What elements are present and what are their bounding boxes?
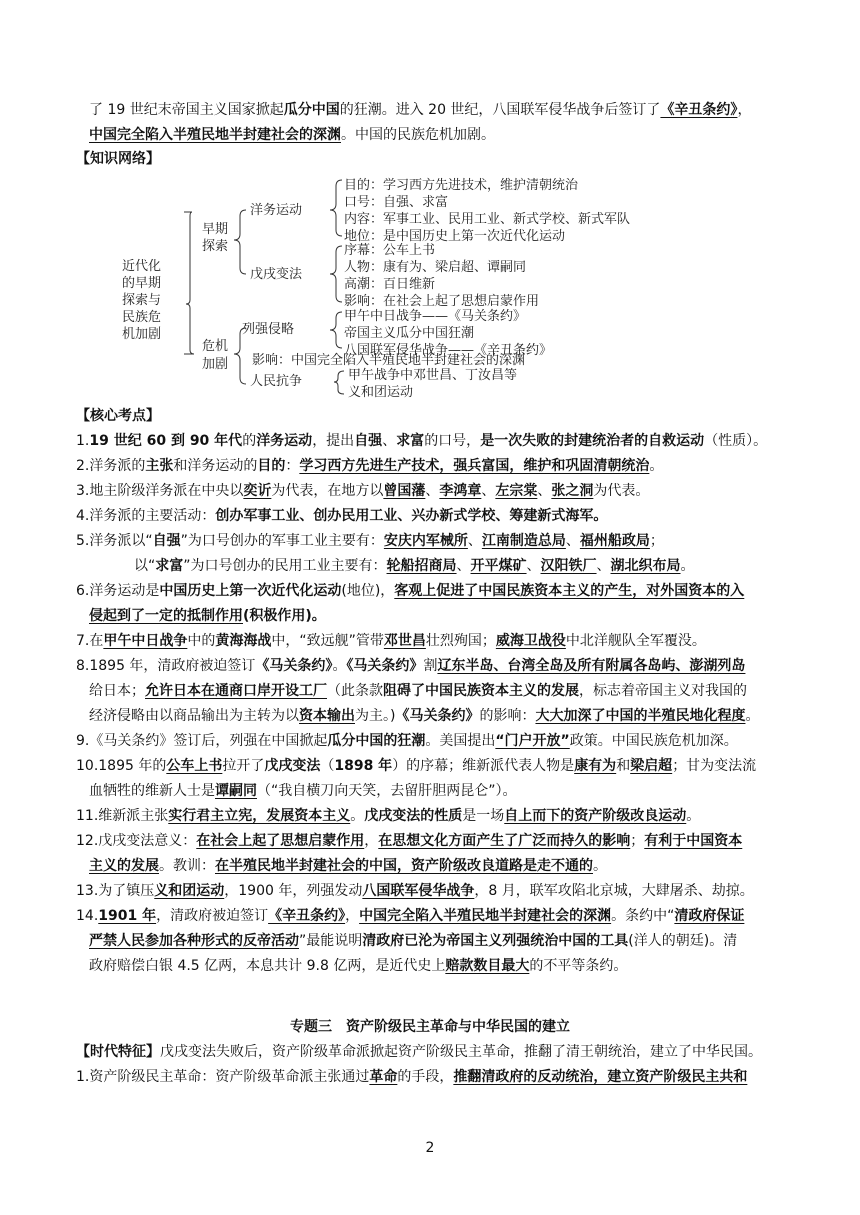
- point-line: [76, 630, 706, 652]
- text-run: 威海卫战役: [495, 633, 566, 649]
- knowledge-tree-diagram: [118, 168, 778, 400]
- text-run: 和洋务运动的: [173, 458, 258, 474]
- point-line: [89, 955, 627, 977]
- text-run: 壮烈殉国；: [425, 633, 496, 649]
- text-run: 12.戊戌变法意义：: [76, 833, 197, 849]
- text-run: 客观上促进了中国民族资本主义的产生，对外国资本的入: [394, 583, 745, 599]
- point-line: [76, 755, 756, 777]
- svg-text:目的：学习西方先进技术，维护清朝统治: 目的：学习西方先进技术，维护清朝统治: [344, 178, 579, 193]
- text-run: ）的序幕；维新派代表人物是: [392, 758, 575, 774]
- svg-text:内容：军事工业、民用工业、新式学校、新式军队: 内容：军事工业、民用工业、新式学校、新式军队: [344, 212, 631, 227]
- text-run: ，标志着帝国主义对我国的: [579, 683, 747, 699]
- text-run: 、: [481, 483, 496, 499]
- text-run: 湖北织布局: [610, 558, 681, 574]
- svg-text:近代化: 近代化: [122, 259, 162, 274]
- text-run: 。教训：: [159, 858, 215, 874]
- text-run: ；: [649, 533, 664, 549]
- tree-wuxu-label: 戊戌变法: [250, 267, 303, 282]
- text-run: 2.洋务派的: [76, 458, 146, 474]
- tree-root-label: [122, 259, 161, 342]
- text-run: 目的: [257, 458, 286, 474]
- text-run: ：: [285, 458, 300, 474]
- text-run: 为代表，在地方以: [271, 483, 384, 499]
- text-run: 《马关条约》: [395, 708, 480, 724]
- text-run: 11.维新派主张: [76, 808, 169, 824]
- tree-lieqiang-label: 列强侵略: [242, 322, 295, 337]
- text-run: 曾国藩: [383, 483, 426, 499]
- text-run: 侵起到了一定的抵制作用: [89, 608, 243, 624]
- text-run: 的狂潮。进入 20 世纪，八国联军侵华战争后签订了: [339, 102, 661, 118]
- text-run: 。: [593, 858, 607, 874]
- text-run: ”为口号创办的民用工业主要有：: [183, 558, 387, 574]
- text-run: 在社会上起了思想启蒙作用: [196, 833, 365, 849]
- text-run: 中国完全陷入半殖民地半封建社会的深渊: [359, 908, 612, 924]
- text-run: 1898 年: [334, 758, 393, 774]
- point-line: [89, 780, 517, 802]
- text-run: 。: [350, 808, 365, 824]
- text-run: (地位)，: [341, 583, 395, 599]
- text-run: 8.1895 年，清政府被迫签订: [76, 658, 256, 674]
- text-run: 、: [537, 483, 552, 499]
- point-line: [76, 1066, 747, 1088]
- svg-text:义和团运动: 义和团运动: [348, 385, 414, 400]
- text-run: 13.为了镇压: [76, 883, 155, 899]
- point-line: [76, 580, 744, 602]
- svg-text:地位：是中国历史上第一次近代化运动: 地位：是中国历史上第一次近代化运动: [344, 229, 566, 244]
- text-run: 自强: [354, 433, 383, 449]
- svg-text:的早期: 的早期: [122, 276, 162, 291]
- point-line: [76, 480, 649, 502]
- text-run: 洋务运动: [256, 433, 313, 449]
- text-run: 求富: [155, 558, 184, 574]
- tree-early-label: [202, 222, 228, 254]
- tree-wuxu-items: [344, 242, 539, 309]
- text-run: 求富: [396, 433, 425, 449]
- text-run: 是一次失败的封建统治者的自救运动: [480, 433, 705, 449]
- text-run: 中北洋舰队全军覆没。: [565, 633, 706, 649]
- text-run: 。: [686, 808, 701, 824]
- knowledge-network-heading: 【知识网络】: [76, 151, 160, 167]
- page-number: 2: [425, 1140, 435, 1156]
- text-run: 清政府已沦为帝国主义列强统治中国的工具: [362, 933, 629, 949]
- text-run: 创办军事工业、创办民用工业、兴办新式学校、筹建新式海军。: [215, 508, 608, 524]
- text-run: 辽东半岛、台湾全岛及所有附属各岛屿、澎湖列岛: [437, 658, 746, 674]
- text-run: 。: [680, 558, 695, 574]
- text-run: 的: [242, 433, 257, 449]
- text-run: 《马关条约》: [346, 658, 424, 674]
- tree-lieqiang-items: [344, 308, 552, 358]
- text-run: 。: [649, 458, 664, 474]
- text-run: 、: [565, 533, 580, 549]
- text-run: ；: [630, 833, 645, 849]
- text-run: 政策。中国民族危机加深。: [569, 733, 738, 749]
- text-run: 主张: [145, 458, 174, 474]
- text-run: 推翻清政府的反动统治，建立资产阶级民主共和: [453, 1069, 748, 1085]
- point-line: [89, 680, 747, 702]
- text-run: 。中国的民族危机加剧。: [341, 127, 495, 143]
- text-run: (洋人的朝廷)。清: [628, 933, 738, 949]
- text-run: 4.洋务派的主要活动：: [76, 508, 216, 524]
- tree-impact-label: 影响：中国完全陷入半殖民地半封建社会的深渊: [252, 353, 526, 368]
- text-run: ，8 月，联军攻陷北京城，大肆屠杀、劫掠。: [474, 883, 754, 899]
- text-run: 、: [467, 533, 482, 549]
- text-run: 开平煤矿: [470, 558, 527, 574]
- text-run: 给日本；: [89, 683, 145, 699]
- text-run: 戊戌变法: [264, 758, 321, 774]
- text-run: 中国完全陷入半殖民地半封建社会的深渊: [89, 127, 341, 143]
- text-run: 八国联军侵华战争: [362, 883, 475, 899]
- core-points-heading: 【核心考点】: [76, 408, 160, 424]
- text-run: 10.1895 年的: [76, 758, 167, 774]
- text-run: 5.洋务派以“: [76, 533, 153, 549]
- text-run: 为主。): [355, 708, 396, 724]
- text-run: 经济侵略由以商品输出为主转为以: [89, 708, 299, 724]
- text-run: “门户开放”: [495, 733, 570, 749]
- text-run: 允许日本在通商口岸开设工厂: [145, 683, 327, 699]
- svg-text:加剧: 加剧: [202, 357, 229, 372]
- text-run: 、: [382, 433, 397, 449]
- text-run: 7.在: [76, 633, 104, 649]
- text-run: 中的: [187, 633, 216, 649]
- text-run: 《辛丑条约》: [268, 908, 346, 924]
- text-run: 的不平等条约。: [529, 958, 628, 974]
- text-run: （此条款: [327, 683, 383, 699]
- text-run: 义和团运动: [154, 883, 225, 899]
- text-run: 实行君主立宪，发展资本主义: [168, 808, 351, 824]
- text-run: 瓜分中国的狂潮: [327, 733, 426, 749]
- era-feature-line: [76, 1041, 762, 1063]
- text-run: 以“: [134, 558, 156, 574]
- text-run: (积极作用)。: [243, 608, 326, 624]
- text-run: 戊戌变法的性质: [364, 808, 463, 824]
- text-run: 大大加深了中国的半殖民地化程度: [535, 708, 746, 724]
- text-run: 黄海海战: [215, 633, 272, 649]
- text-run: 和: [616, 758, 631, 774]
- svg-text:甲午中日战争——《马关条约》: 甲午中日战争——《马关条约》: [344, 309, 527, 324]
- text-run: 邓世昌: [383, 633, 426, 649]
- text-run: 自强: [152, 533, 181, 549]
- text-run: 江南制造总局: [481, 533, 566, 549]
- text-run: 的影响：: [479, 708, 536, 724]
- text-run: 严禁人民参加各种形式的反帝活动: [89, 933, 299, 949]
- text-run: 、: [425, 483, 440, 499]
- text-run: 在半殖民地半封建社会的中国，资产阶级改良道路是走不通的: [215, 858, 593, 874]
- text-run: 福州船政局: [579, 533, 650, 549]
- text-run: 赔款数目最大: [445, 958, 530, 974]
- text-run: 谭嗣同: [215, 783, 257, 799]
- text-run: 《马关条约》: [255, 658, 333, 674]
- text-run: （: [320, 758, 335, 774]
- svg-text:民族危: 民族危: [122, 310, 162, 325]
- text-run: 汉阳铁厂: [540, 558, 597, 574]
- text-run: 了 19 世纪末帝国主义国家掀起: [89, 102, 284, 118]
- text-run: 梁启超: [630, 758, 673, 774]
- tree-renmin-label: 人民抗争: [250, 374, 303, 389]
- text-run: 左宗棠: [495, 483, 538, 499]
- svg-text:高潮：百日维新: 高潮：百日维新: [344, 277, 436, 292]
- text-run: 的手段，: [397, 1069, 454, 1085]
- text-run: 。美国提出: [425, 733, 496, 749]
- text-run: 奕䜣: [243, 483, 272, 499]
- text-run: 1.资产阶级民主革命：资产阶级革命派主张通过: [76, 1069, 370, 1085]
- svg-text:甲午战争中邓世昌、丁汝昌等: 甲午战争中邓世昌、丁汝昌等: [348, 368, 518, 383]
- point-line: [76, 880, 754, 902]
- text-run: 《辛丑条约》: [660, 102, 738, 118]
- text-run: ”最能说明: [299, 933, 363, 949]
- point-line: [76, 505, 607, 527]
- text-run: 政府赔偿白银 4.5 亿两，本息共计 9.8 亿两，是近代史上: [89, 958, 446, 974]
- text-run: 安庆内军械所: [383, 533, 468, 549]
- point-line: [89, 705, 759, 727]
- text-run: ；甘为变法流: [672, 758, 757, 774]
- text-run: 拉开了: [222, 758, 265, 774]
- point-line: [76, 655, 745, 677]
- text-run: 革命: [369, 1069, 398, 1085]
- text-run: ，: [345, 908, 360, 924]
- text-run: 1.: [76, 433, 90, 449]
- tree-renmin-items: [348, 367, 517, 400]
- text-run: 。条约中“: [611, 908, 675, 924]
- text-run: ”为口号创办的军事工业主要有：: [180, 533, 384, 549]
- tree-crisis-label: [202, 338, 228, 372]
- text-run: 为代表。: [593, 483, 650, 499]
- text-run: ，: [737, 102, 752, 118]
- text-run: 阻碍了中国民族资本主义的发展: [383, 683, 579, 699]
- text-run: 、: [456, 558, 471, 574]
- text-run: 。: [332, 658, 347, 674]
- text-run: 是一场: [462, 808, 505, 824]
- svg-text:早期: 早期: [202, 222, 229, 237]
- text-run: 康有为: [574, 758, 617, 774]
- intro-line-1: [89, 99, 751, 121]
- text-run: 1901 年: [98, 908, 157, 924]
- tree-yangwu-items: [344, 177, 630, 244]
- point-line: [76, 455, 663, 477]
- text-run: 【时代特征】: [76, 1044, 160, 1060]
- point-line: [89, 855, 607, 877]
- intro-line-2: [89, 124, 495, 146]
- text-run: 14.: [76, 908, 99, 924]
- text-run: 自上而下的资产阶级改良运动: [504, 808, 687, 824]
- text-run: 张之洞: [551, 483, 594, 499]
- text-run: 中，“致远舰”管带: [271, 633, 384, 649]
- text-run: 戊戌变法失败后，资产阶级革命派掀起资产阶级民主革命，推翻了清王朝统治，建立了中华民国。: [160, 1044, 762, 1060]
- point-line: [89, 930, 737, 952]
- text-run: 轮船招商局: [386, 558, 457, 574]
- svg-text:探索与: 探索与: [122, 293, 162, 308]
- text-run: 19 世纪 60 到 90 年代: [89, 433, 243, 449]
- text-run: （性质）。: [704, 433, 768, 449]
- text-run: 的口号，: [424, 433, 481, 449]
- text-run: 3.地主阶级洋务派在中央以: [76, 483, 244, 499]
- text-run: 中国历史上第一次近代化运动: [159, 583, 342, 599]
- point-line: [76, 830, 742, 852]
- tree-yangwu-label: 洋务运动: [250, 203, 303, 218]
- point-line: [76, 430, 767, 452]
- section-title: 专题三 资产阶级民主革命与中华民国的建立: [290, 1019, 570, 1035]
- text-run: 李鸿章: [439, 483, 482, 499]
- point-line: [76, 805, 700, 827]
- text-run: 主义的发展: [89, 858, 159, 874]
- svg-text:帝国主义瓜分中国狂潮: 帝国主义瓜分中国狂潮: [344, 326, 475, 341]
- text-run: 学习西方先进生产技术，强兵富国，维护和巩固清朝统治: [299, 458, 650, 474]
- svg-text:影响：在社会上起了思想启蒙作用: 影响：在社会上起了思想启蒙作用: [344, 294, 540, 309]
- text-run: ，提出: [312, 433, 355, 449]
- point-line: [76, 530, 664, 552]
- svg-text:机加剧: 机加剧: [122, 327, 162, 342]
- text-run: ，: [364, 833, 379, 849]
- svg-text:人物：康有为、梁启超、谭嗣同: 人物：康有为、梁启超、谭嗣同: [344, 260, 527, 275]
- svg-text:序幕：公车上书: 序幕：公车上书: [344, 243, 436, 258]
- text-run: 清政府保证: [674, 908, 745, 924]
- text-run: ，1900 年，列强发动: [224, 883, 363, 899]
- text-run: 9.《马关条约》签订后，列强在中国掀起: [76, 733, 328, 749]
- text-run: ，清政府被迫签订: [156, 908, 269, 924]
- text-run: 血牺牲的维新人士是: [89, 783, 215, 799]
- point-line: [76, 730, 738, 752]
- text-run: 资本输出: [299, 708, 355, 724]
- point-line: [134, 555, 695, 577]
- text-run: 有利于中国资本: [644, 833, 743, 849]
- text-run: 6.洋务运动是: [76, 583, 160, 599]
- text-run: 、: [526, 558, 541, 574]
- svg-text:探索: 探索: [202, 239, 229, 254]
- point-line: [89, 605, 326, 627]
- text-run: （“我自横刀向天笑，去留肝胆两昆仑”）。: [257, 783, 517, 799]
- svg-text:口号：自强、求富: 口号：自强、求富: [344, 195, 449, 210]
- text-run: 公车上书: [166, 758, 223, 774]
- text-run: 。: [745, 708, 760, 724]
- text-run: 、: [596, 558, 611, 574]
- text-run: 割: [423, 658, 438, 674]
- text-run: 甲午中日战争: [103, 633, 188, 649]
- svg-text:八国联军侵华战争——《辛丑条约》: 八国联军侵华战争——《辛丑条约》: [344, 343, 553, 358]
- text-run: 瓜分中国: [283, 102, 340, 118]
- text-run: 在思想文化方面产生了广泛而持久的影响: [378, 833, 631, 849]
- point-line: [76, 905, 744, 927]
- svg-text:危机: 危机: [202, 339, 229, 354]
